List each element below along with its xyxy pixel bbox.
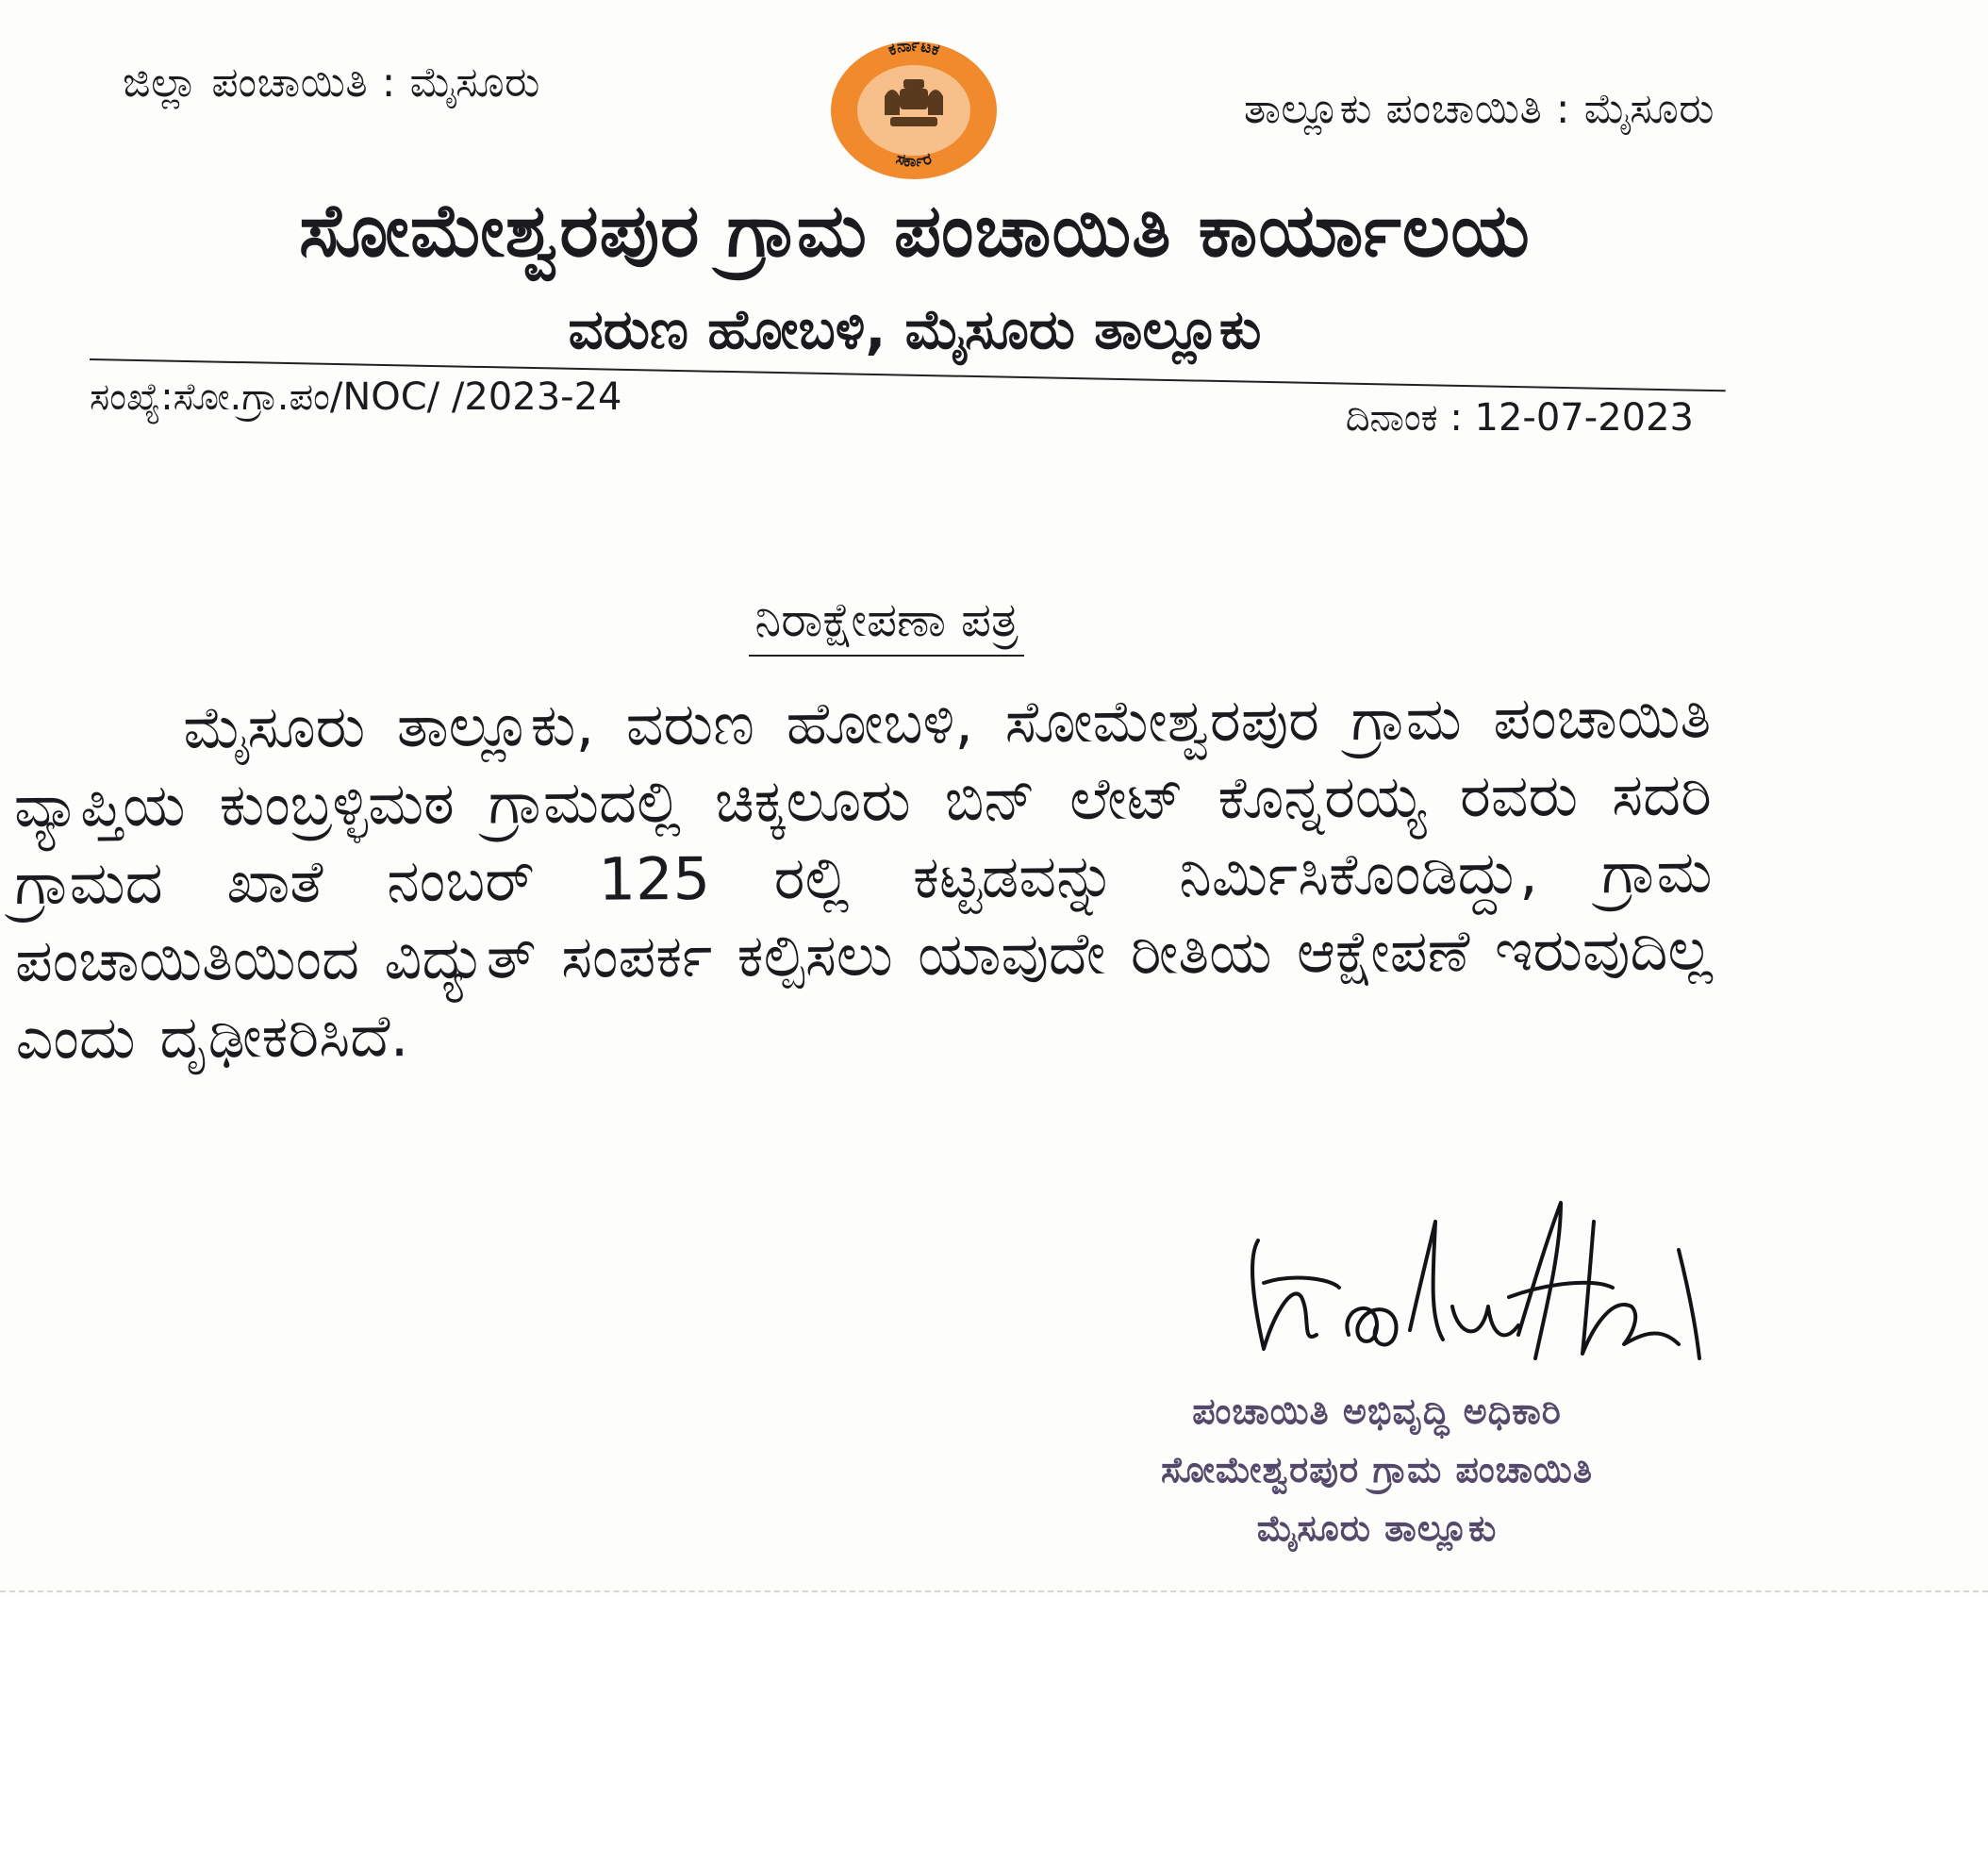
page-fold-edge [0, 1590, 1988, 1592]
taluk-panchayat-label: ತಾಲ್ಲೂಕು ಪಂಚಾಯಿತಿ : ಮೈಸೂರು [1244, 85, 1715, 133]
stamp-line-designation: ಪಂಚಾಯಿತಿ ಅಭಿವೃದ್ಧಿ ಅಧಿಕಾರಿ [1192, 1390, 1562, 1432]
document-heading-text: ನಿರಾಕ್ಷೇಪಣಾ ಪತ್ರ [749, 592, 1023, 657]
svg-text:ಸರ್ಕಾರ [894, 149, 934, 171]
office-subtitle: ವರುಣ ಹೋಬಳಿ, ಮೈಸೂರು ತಾಲ್ಲೂಕು [568, 297, 1262, 361]
reference-number: ಸಂಖ್ಯೆ:ಸೋ.ಗ್ರಾ.ಪಂ/NOC/ /2023-24 [90, 375, 622, 419]
official-seal-stamp [1085, 1382, 1669, 1557]
karnataka-emblem-logo [828, 40, 1000, 181]
document-heading [0, 592, 1773, 648]
certificate-body: ಮೈಸೂರು ತಾಲ್ಲೂಕು, ವರುಣ ಹೋಬಳಿ, ಸೋಮೇಶ್ವರಪುರ ಗ್ರಾಮ ಪಂಚಾಯಿತಿ ವ್ಯಾಪ್ತಿಯ ಕುಂಬ್ರಳ್ಳಿಮಠ ಗ್ರಾಮದಲ್ಲಿ ಚಿಕ್ಕಲೂರು ಬಿನ್ ಲೇಟ್ ಕೊನ್ನರಯ್ಯ ರವರು ಸದರಿ ಗ್ರಾಮದ ಖಾತೆ ನಂಬರ್ 125 ರಲ್ಲಿ ಕಟ್ಟಡವನ್ನು ನಿರ್ಮಿಸಿಕೊಂಡಿದ್ದು, ಗ್ರಾಮ ಪಂಚಾಯಿತಿಯಿಂದ ವಿದ್ಯುತ್ ಸಂಪರ್ಕ ಕಲ್ಪಿಸಲು ಯಾವುದೇ ರೀತಿಯ ಆಕ್ಷೇಪಣೆ ಇರುವುದಿಲ್ಲ ಎಂದು ದೃಢೀಕರಿಸಿದೆ. [13, 682, 1714, 1073]
letter-date: ದಿನಾಂಕ : 12-07-2023 [1345, 396, 1694, 440]
office-title: ಸೋಮೇಶ್ವರಪುರ ಗ್ರಾಮ ಪಂಚಾಯಿತಿ ಕಾರ್ಯಾಲಯ [299, 189, 1531, 274]
emblem-bottom-text: ಸರ್ಕಾರ [893, 149, 935, 172]
district-panchayat-label: ಜಿಲ್ಲಾ ಪಂಚಾಯಿತಿ : ಮೈಸೂರು [123, 58, 540, 107]
emblem-top-text: ಕರ್ನಾಟಕ [886, 40, 942, 60]
stamp-line-panchayat: ಸೋಮೇಶ್ವರಪುರ ಗ್ರಾಮ ಪಂಚಾಯಿತಿ [1160, 1449, 1593, 1490]
stamp-line-taluk: ಮೈಸೂರು ತಾಲ್ಲೂಕು [1256, 1507, 1498, 1549]
blank-margin [0, 1594, 1988, 1864]
handwritten-signature [1235, 1193, 1726, 1382]
